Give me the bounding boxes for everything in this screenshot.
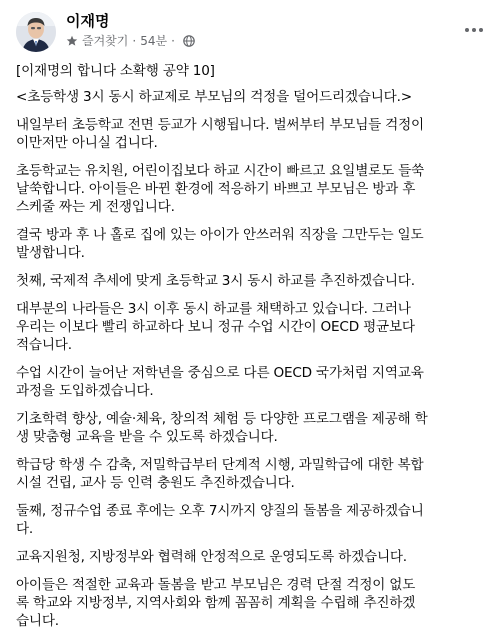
meta-separator: · (132, 34, 137, 48)
more-options-icon[interactable] (458, 20, 490, 40)
more-dot (479, 28, 483, 32)
post-paragraph: 초등학교는 유치원, 어린이집보다 하교 시간이 빠르고 요일별로도 들쑥 날쑥합니다. 아이들은 바뀐 환경에 적응하기 바쁘고 부모님은 방과 후 스케줄 짜는 게 전쟁입니다. (16, 163, 424, 215)
more-dot (472, 28, 476, 32)
post-paragraph: 대부분의 나라들은 3시 이후 동시 하교를 채택하고 있습니다. 그러나 우리는 이보다 빨리 하교하다 보니 정규 수업 시간이 OECD 평균보다 적습니다. (16, 301, 415, 353)
author-avatar[interactable] (16, 12, 56, 52)
post-body (16, 62, 494, 640)
star-icon (66, 35, 78, 47)
post-paragraph: 결국 방과 후 나 홀로 집에 있는 아이가 안쓰러워 직장을 그만두는 일도 발생합니다. (16, 227, 424, 261)
author-name[interactable]: 이재명 (66, 12, 110, 30)
post-paragraph: 학급당 학생 수 감축, 저밀학급부터 단계적 시행, 과밀학급에 대한 복합 시설 건립, 교사 등 인력 충원도 추진하겠습니다. (16, 457, 424, 491)
post-paragraph: 내일부터 초등학교 전면 등교가 시행됩니다. 벌써부터 부모님들 걱정이 이만저만 아니실 겁니다. (16, 117, 424, 151)
favorites-label[interactable]: 즐겨찾기 (82, 34, 129, 48)
post-paragraph: 아이들은 적절한 교육과 돌봄을 받고 부모님은 경력 단절 걱정이 없도 록 학교와 지방정부, 지역사회와 함께 꼼꼼히 계획을 수립해 추진하겠 습니다. (16, 577, 416, 629)
meta-separator-2: · (171, 34, 175, 48)
post-time[interactable]: 54분 (140, 34, 168, 48)
more-dot (465, 28, 469, 32)
post-paragraph: 수업 시간이 늘어난 저학년을 중심으로 다른 OECD 국가처럼 지역교육 과정을 도입하겠습니다. (16, 365, 424, 399)
post-paragraph: [이재명의 합니다 소확행 공약 10] (16, 63, 215, 79)
post-header (0, 0, 499, 60)
avatar-image (16, 12, 56, 52)
post-paragraph: 기초학력 향상, 예술·체육, 창의적 체험 등 다양한 프로그램을 제공해 학 생 맞춤형 교육을 받을 수 있도록 하겠습니다. (16, 411, 428, 445)
globe-icon[interactable] (183, 35, 195, 47)
post-paragraph: 교육지원청, 지방정부와 협력해 안정적으로 운영되도록 하겠습니다. (16, 549, 407, 565)
post-paragraph: 둘째, 정규수업 종료 후에는 오후 7시까지 양질의 돌봄을 제공하겠습니 다. (16, 503, 424, 537)
post-paragraph: 첫째, 국제적 추세에 맞게 초등학교 3시 동시 하교를 추진하겠습니다. (16, 273, 415, 289)
post-meta (66, 33, 195, 49)
post-paragraph: <초등학생 3시 동시 하교제로 부모님의 걱정을 덜어드리겠습니다.> (16, 89, 412, 105)
